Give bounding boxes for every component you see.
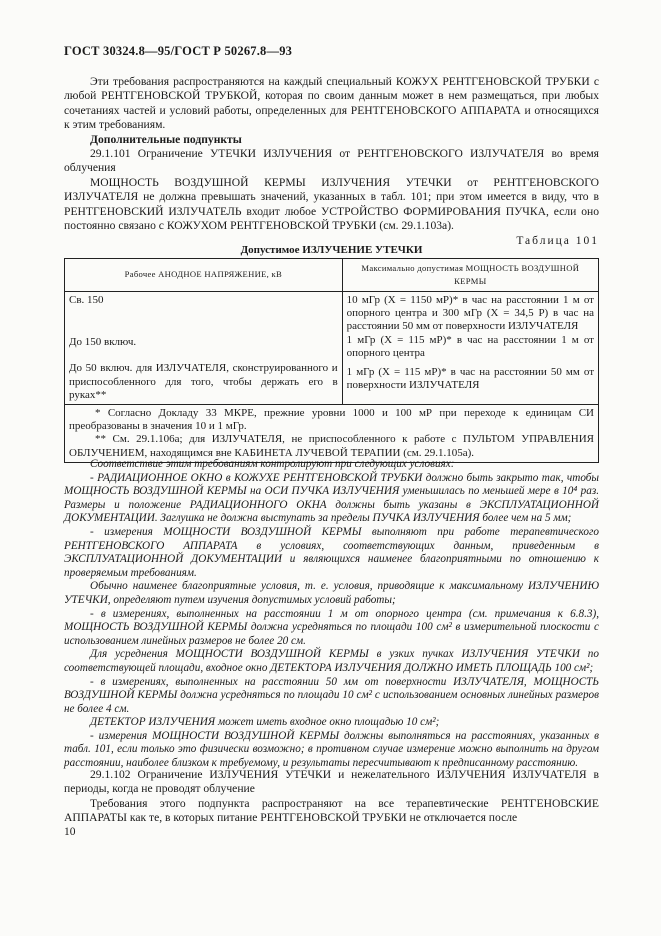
intro-paragraph-1: Эти требования распространяются на каждый специальный КОЖУХ РЕНТГЕНОВСКОЙ ТРУБКИ с любой РЕНТГЕНОВСКОЙ ТРУБКОЙ, которая по своим данным может в нем размещаться, при любых сочетаниях частей и условий работы, определенных для РЕНТГЕНОВСКОГО АППАРАТА и относящихся к этим требованиям. xyxy=(64,75,599,132)
compliance-paragraph: Для усреднения МОЩНОСТИ ВОЗДУШНОЙ КЕРМЫ в узких пучках ИЗЛУЧЕНИЯ УТЕЧКИ по соответствующей площади, входное окно ДЕТЕКТОРА ИЗЛУЧЕНИЯ ДОЛЖНО ИМЕТЬ ПЛОЩАДЬ 100 см²; xyxy=(64,648,599,674)
kerma-column-cell xyxy=(342,292,598,405)
compliance-paragraph: Соответствие этим требованиям контролируют при следующих условиях: xyxy=(90,458,455,470)
table-cell-text: 1 мГр (Х = 115 мР)* в час на расстоянии 50 мм от поверхности ИЗЛУЧАТЕЛЯ xyxy=(346,366,594,392)
table-cell-text: До 50 включ. для ИЗЛУЧАТЕЛЯ, сконструированного и приспособленного для того, чтобы держать его в руках** xyxy=(69,362,338,401)
table-title: Допустимое ИЗЛУЧЕНИЕ УТЕЧКИ xyxy=(240,244,423,256)
table-cell-text: Св. 150 xyxy=(69,294,104,306)
tail-paragraph: Требования этого подпункта распространяют на все терапевтические РЕНТГЕНОВСКИЕ АППАРАТЫ как те, в которых питание РЕНТГЕНОВСКОЙ ТРУБКИ не отключается после xyxy=(64,796,599,825)
clause-29-1-102: 29.1.102 Ограничение ИЗЛУЧЕНИЯ УТЕЧКИ и нежелательного ИЗЛУЧЕНИЯ ИЗЛУЧАТЕЛЯ в периоды, когда не проводят облучение xyxy=(64,768,599,796)
table-cell-text: 10 мГр (Х = 1150 мР)* в час на расстоянии 1 м от опорного центра и 300 мГр (Х = 34,5 Р) в час на расстоянии 50 мм от поверхности ИЗЛУЧАТЕЛЯ xyxy=(346,294,594,333)
intro-section xyxy=(64,75,599,233)
compliance-section xyxy=(64,458,599,771)
page-number: 10 xyxy=(64,826,76,838)
table-notes-row xyxy=(65,405,599,463)
section-heading: Дополнительные подпункты xyxy=(90,132,242,146)
compliance-paragraph: - измерения МОЩНОСТИ ВОЗДУШНОЙ КЕРМЫ должны выполняться на расстояниях, указанных в табл. 101, если только это физически возможно; в противном случае измерение можно выполнить на другом расстоянии, наиболее близком к требуемому, и результаты пересчитывают к предписанному расстоянию. xyxy=(64,729,599,770)
compliance-paragraph: - в измерениях, выполненных на расстоянии 50 мм от поверхности ИЗЛУЧАТЕЛЯ, МОЩНОСТЬ ВОЗДУШНОЙ КЕРМЫ должна усредняться по площади 10 см² с использованием основных линейных размеров не более 4 см. xyxy=(64,675,599,715)
voltage-column-cell xyxy=(65,292,343,405)
page-header: ГОСТ 30324.8—95/ГОСТ Р 50267.8—93 xyxy=(64,44,293,58)
compliance-paragraph: ДЕТЕКТОР ИЗЛУЧЕНИЯ может иметь входное окно площадью 10 см²; xyxy=(90,716,440,729)
table-body-row xyxy=(65,292,599,405)
compliance-paragraph: Обычно наименее благоприятные условия, т. е. условия, приводящие к максимальному ИЗЛУЧЕНИЮ УТЕЧКИ, определяют путем изучения допустимых условий работы; xyxy=(64,580,599,606)
intro-paragraph-3: МОЩНОСТЬ ВОЗДУШНОЙ КЕРМЫ ИЗЛУЧЕНИЯ УТЕЧКИ от РЕНТГЕНОВСКОГО ИЗЛУЧАТЕЛЯ не должна превышать значений, указанных в табл. 101; при этом имеется в виду, что в РЕНТГЕНОВСКИЙ ИЗЛУЧАТЕЛЬ входит любое УСТРОЙСТВО ФОРМИРОВАНИЯ ПУЧКА, если оно постоянно связано с КОЖУХОМ РЕНТГЕНОВСКОЙ ТРУБКИ (см. 29.1.103а). xyxy=(64,175,599,233)
tail-section xyxy=(64,768,599,826)
table-cell-text: До 150 включ. xyxy=(69,336,137,349)
leakage-table xyxy=(64,258,599,463)
clause-29-1-101: 29.1.101 Ограничение УТЕЧКИ ИЗЛУЧЕНИЯ от РЕНТГЕНОВСКОГО ИЗЛУЧАТЕЛЯ во время облучения xyxy=(64,147,599,175)
compliance-paragraph: - измерения МОЩНОСТИ ВОЗДУШНОЙ КЕРМЫ выполняют при работе терапевтического РЕНТГЕНОВСКОГО АППАРАТА в условиях, соответствующих данным, приведенным в ЭКСПЛУАТАЦИОННОЙ ДОКУМЕНТАЦИИ и являющихся наименее благоприятными по отношению к проверяемым требованиям. xyxy=(64,525,599,579)
compliance-paragraph: - РАДИАЦИОННОЕ ОКНО в КОЖУХЕ РЕНТГЕНОВСКОЙ ТРУБКИ должно быть закрыто так, чтобы МОЩНОСТЬ ВОЗДУШНОЙ КЕРМЫ на ОСИ ПУЧКА ИЗЛУЧЕНИЯ уменьшилась по меньшей мере в 10⁴ раз. Размеры и положение РАДИАЦИОННОГО ОКНА должны быть указаны в ЭКСПЛУАТАЦИОННОЙ ДОКУМЕНТАЦИИ. Заглушка не должна выступать за пределы ПУЧКА ИЗЛУЧЕНИЯ более чем на 5 мм; xyxy=(64,471,599,525)
table-caption: Таблица 101 xyxy=(516,235,599,247)
compliance-paragraph: - в измерениях, выполненных на расстоянии 1 м от опорного центра (см. примечания к 6.8.3), МОЩНОСТЬ ВОЗДУШНОЙ КЕРМЫ должна усредняться по площади 100 см² в измерительной плоскости с использованием линейных размеров не более 20 см. xyxy=(64,607,599,647)
table-footnote-1: * Согласно Докладу 33 МКРЕ, прежние уровни 1000 и 100 мР при переходе к единицам СИ преобразованы в значения 10 и 1 мГр. xyxy=(69,407,594,433)
table-notes-cell xyxy=(65,405,599,463)
table-header-cell: Рабочее АНОДНОЕ НАПРЯЖЕНИЕ, кВ xyxy=(65,259,343,292)
table-header-row xyxy=(65,259,599,292)
table-cell-text: 1 мГр (Х = 115 мР)* в час на расстоянии 1 м от опорного центра xyxy=(346,333,594,359)
table-footnote-2: ** См. 29.1.106а; для ИЗЛУЧАТЕЛЯ, не приспособленного к работе с ПУЛЬТОМ УПРАВЛЕНИЯ ОБЛУЧЕНИЕМ, находящимся вне КАБИНЕТА ЛУЧЕВОЙ ТЕРАПИИ (см. 29.1.105а). xyxy=(69,433,594,459)
table-header-cell: Максимально допустимая МОЩНОСТЬ ВОЗДУШНОЙ КЕРМЫ xyxy=(342,259,598,292)
